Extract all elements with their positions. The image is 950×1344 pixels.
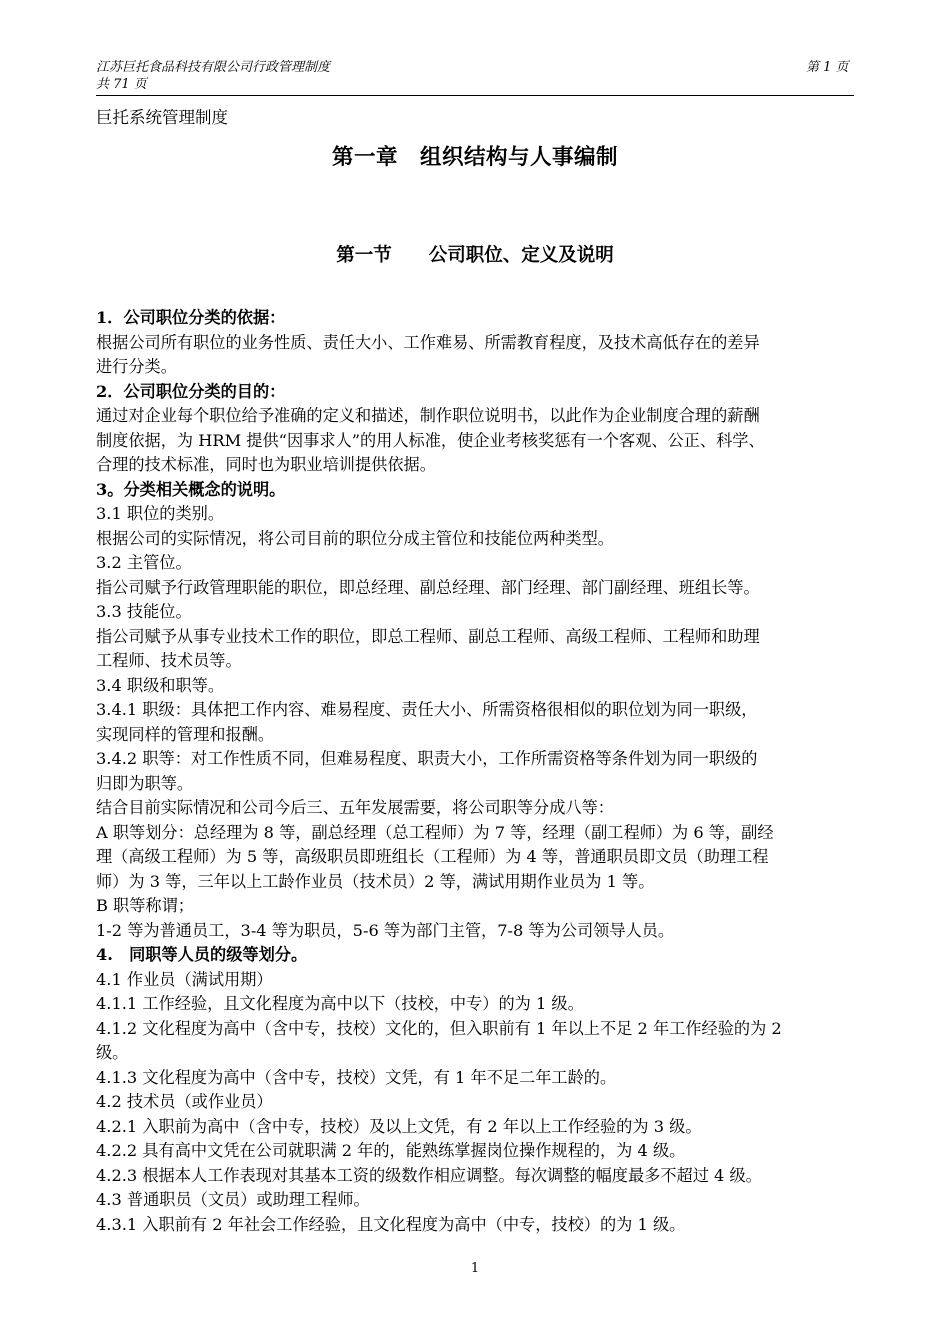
paragraph-line: 合理的技术标准，同时也为职业培训提供依据。 — [96, 455, 436, 474]
paragraph-line: 4.2.2 具有高中文凭在公司就职满 2 年的，能熟练掌握岗位操作规程的，为 4 级。 — [96, 1141, 686, 1160]
paragraph-line: 归即为职等。 — [96, 773, 194, 793]
paragraph-line: 实现同样的管理和报酬。 — [96, 724, 275, 744]
paragraph-line: 4.2 技术员（或作业员） — [96, 1092, 273, 1111]
paragraph-line: 3.4.1 职级：具体把工作内容、难易程度、责任大小、所需资格很相似的职位划为同一职级， — [96, 700, 758, 719]
paragraph-line: B 职等称谓； — [96, 896, 194, 915]
paragraph-line: 制度依据，为 HRM 提供“因事求人”的用人标准，使企业考核奖惩有一个客观、公正、科学、 — [96, 430, 765, 450]
paragraph-line: 4.1.1 工作经验，且文化程度为高中以下（技校，中专）的为 1 级。 — [96, 994, 584, 1013]
paragraph-line: 理（高级工程师）为 5 等，高级职员即班组长（工程师）为 4 等，普通职员即文员（助理工程 — [96, 847, 769, 866]
paragraph-line: 结合目前实际情况和公司今后三、五年发展需要，将公司职等分成八等： — [96, 798, 614, 817]
paragraph-line: 3.4.2 职等：对工作性质不同，但难易程度、职责大小，工作所需资格等条件划为同一职级的 — [96, 749, 758, 768]
paragraph-line: 4.3.1 入职前有 2 年社会工作经验，且文化程度为高中（中专，技校）的为 1 级。 — [96, 1214, 686, 1234]
page-number: 1 — [470, 1261, 480, 1276]
heading-line: 4. 同职等人员的级等划分。 — [96, 945, 308, 964]
header-company-title: 江苏巨托食品科技有限公司行政管理制度 — [96, 60, 331, 75]
paragraph-line: 根据公司所有职位的业务性质、责任大小、工作难易、所需教育程度，及技术高低存在的差异 — [96, 332, 760, 352]
paragraph-line: 通过对企业每个职位给予准确的定义和描述，制作职位说明书，以此作为企业制度合理的薪酬 — [96, 406, 760, 425]
paragraph-line: 4.1.3 文化程度为高中（含中专，技校）文凭，有 1 年不足二年工龄的。 — [96, 1067, 617, 1087]
paragraph-line: 4.3 普通职员（文员）或助理工程师。 — [96, 1190, 370, 1209]
chapter-title: 第一章 组织结构与人事编制 — [331, 145, 618, 170]
paragraph-line: 师）为 3 等，三年以上工龄作业员（技术员）2 等，满试用期作业员为 1 等。 — [96, 871, 655, 891]
paragraph-line: 进行分类。 — [96, 357, 177, 376]
paragraph-line: 3.1 职位的类别。 — [96, 504, 225, 523]
paragraph-line: 指公司赋予从事专业技术工作的职位，即总工程师、副总工程师、高级工程师、工程师和助理 — [96, 626, 760, 646]
paragraph-line: 1-2 等为普通员工，3-4 等为职员，5-6 等为部门主管，7-8 等为公司领导人员。 — [96, 920, 675, 940]
header-page-label: 第 1 页 — [806, 60, 849, 75]
paragraph-line: 4.2.3 根据本人工作表现对其基本工资的级数作相应调整。每次调整的幅度最多不超过 4 级。 — [96, 1165, 762, 1185]
paragraph-line: 4.2.1 入职前为高中（含中专，技校）及以上文凭，有 2 年以上工作经验的为 3 级。 — [96, 1116, 702, 1136]
paragraph-line: 3.2 主管位。 — [96, 553, 192, 572]
body-text — [96, 306, 896, 1237]
heading-line: 3。分类相关概念的说明。 — [96, 479, 286, 499]
section-title: 第一节 公司职位、定义及说明 — [336, 245, 614, 266]
heading-line: 2．公司职位分类的目的： — [96, 381, 286, 401]
paragraph-line: 4.1.2 文化程度为高中（含中专，技校）文化的，但入职前有 1 年以上不足 2 年工作经验的为 2 — [96, 1018, 782, 1038]
paragraph-line: 4.1 作业员（满试用期） — [96, 969, 273, 989]
paragraph-line: 3.3 技能位。 — [96, 602, 192, 621]
paragraph-line: 工程师、技术员等。 — [96, 651, 242, 670]
paragraph-line: 根据公司的实际情况，将公司目前的职位分成主管位和技能位两种类型。 — [96, 528, 614, 548]
header-divider — [96, 95, 854, 96]
heading-line: 1．公司职位分类的依据： — [96, 308, 286, 327]
paragraph-line: 指公司赋予行政管理职能的职位，即总经理、副总经理、部门经理、部门副经理、班组长等。 — [96, 577, 760, 597]
document-subtitle: 巨托系统管理制度 — [96, 108, 228, 127]
paragraph-line: 级。 — [96, 1043, 129, 1062]
paragraph-line: 3.4 职级和职等。 — [96, 675, 225, 695]
paragraph-line: A 职等划分：总经理为 8 等，副总经理（总工程师）为 7 等，经理（副工程师）为 6 等，副经 — [96, 822, 774, 842]
header-total-pages: 共 71 页 — [96, 77, 147, 92]
